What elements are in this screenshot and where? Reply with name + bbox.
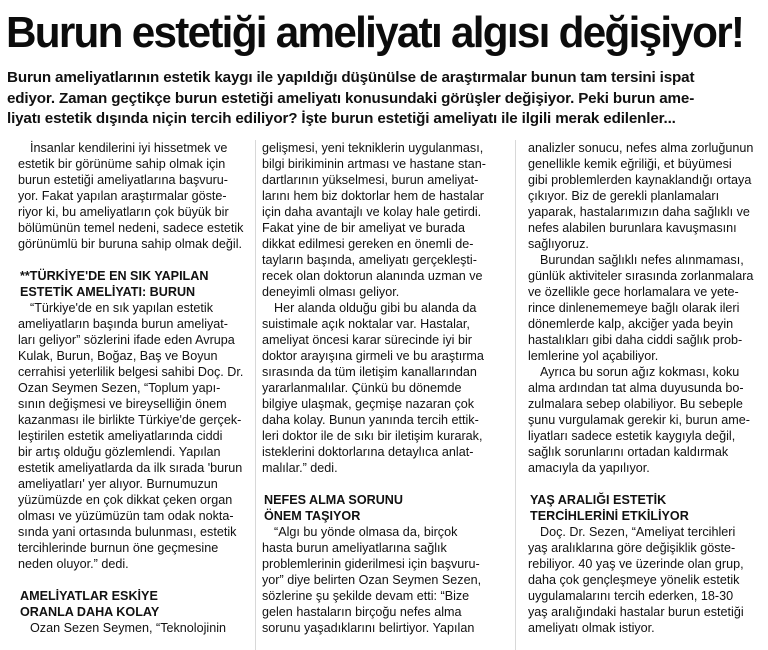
body-text-line: ları geliyor” sözlerini ifade eden Avrupa (18, 333, 235, 347)
headline: Burun estetiği ameliyatı algısı değişiyor! (6, 8, 744, 57)
body-text-line: “Algı bu yönde olmasa da, birçok (274, 525, 458, 539)
body-text-line: neden oluyor.” dedi. (18, 557, 129, 571)
body-text-line: sında yani ortasında bulunması, estetik (18, 525, 237, 539)
article-column-2 (262, 140, 507, 636)
body-text-line: Fakat yine de bir ameliyat ve burada (262, 221, 466, 235)
body-text-line (18, 252, 250, 268)
subheading-line: NEFES ALMA SORUNU (264, 493, 403, 507)
body-text-line: burun estetiği ameliyatlarına başvuru- (18, 173, 229, 187)
body-text-line: İnsanlar kendilerini iyi hissetmek ve (30, 141, 228, 155)
body-text-line: daha kolay. Bunun yanında tercih ettik- (262, 413, 479, 427)
body-text-line: estetik bir görünüme sahip olmak için (18, 157, 226, 171)
body-text-line: Kulak, Burun, Boğaz, Baş ve Boyun (18, 349, 218, 363)
article-column-3 (528, 140, 764, 636)
body-text-line: bir artış olduğu gözlemlendi. Yapılan (18, 445, 221, 459)
subheading-line: ORANLA DAHA KOLAY (20, 605, 160, 619)
body-text-line: sağlıyoruz. (528, 237, 589, 251)
body-text-line: Ozan Sezen Seymen, “Teknolojinin (30, 621, 227, 635)
body-text-line: lemlerine yol açabiliyor. (528, 349, 659, 363)
body-text-line (262, 476, 507, 492)
body-text-line: riyor ki, bu ameliyatların çok büyük bir (18, 205, 229, 219)
body-text-line: gelişmesi, yeni tekniklerin uygulanması, (262, 141, 484, 155)
column-divider (255, 140, 256, 650)
body-text-line: leştirilen estetik ameliyatlarında ciddi (18, 429, 223, 443)
body-text-line: amacıyla da yapılıyor. (528, 461, 650, 475)
body-text-line: ameliyat öncesi karar sürecinde iyi bir (262, 333, 472, 347)
lead-line: Burun ameliyatlarının estetik kaygı ile yapıldığı düşünülse de araştırmalar bunun tam tersini ispat (7, 69, 695, 86)
lead-line: ediyor. Zaman geçtikçe burun estetiği ameliyatı konusundaki görüşler değişiyor. Peki burun ame- (7, 89, 695, 107)
body-text-line: dikkat edilmesi gereken en önemli de- (262, 237, 474, 251)
body-text-line: isteklerini doktorlarına detaylıca anlat- (262, 445, 474, 459)
subheading-line: AMELİYATLAR ESKİYE (20, 589, 158, 603)
body-text-line: uygulamalarını tercih ederken, 18-30 (528, 589, 734, 603)
body-text-line: larını hem biz doktorlar hem de hastalar (262, 189, 484, 203)
lead-line: liyatı estetik dışında niçin tercih ediliyor? İşte burun estetiği ameliyatı ile ilgili merak edilenler... (7, 110, 676, 127)
body-text-line: dartlarının yükselmesi, burun ameliyat- (262, 173, 479, 187)
subheading-line: ESTETİK AMELİYATI: BURUN (20, 285, 196, 299)
body-text-line: yor” diye belirten Ozan Seymen Sezen, (262, 573, 482, 587)
body-text-line: cerrahisi yeterlilik belgesi sahibi Doç. Dr. (18, 365, 244, 379)
body-text-line: bilgiye ulaşmak, geçmişe nazaran çok (262, 397, 475, 411)
body-text-line: ve özellikle gece horlamalara ve yete- (528, 285, 739, 299)
body-text-line: genellikle kemik eğriliği, et büyümesi (528, 157, 732, 171)
body-text-line: rince dinlenememeye bağlı olarak ileri (528, 301, 740, 315)
body-text-line: nefes alabilen burunlara kavuşmasını (528, 221, 737, 235)
body-text-line: ameliyatları' yer alıyor. Burnumuzun (18, 477, 218, 491)
body-text-line: yaş aralığındaki hastalar burun estetiği (528, 605, 744, 619)
subheading-line: YAŞ ARALIĞI ESTETİK (530, 493, 667, 507)
body-text-line: ameliyatların başında burun ameliyat- (18, 317, 229, 331)
body-text-line: hastalıkları gibi daha ciddi sağlık prob- (528, 333, 743, 347)
body-text-line (18, 572, 250, 588)
body-text-line: görünümlü bir buruna sahip olmak değil. (18, 237, 243, 251)
body-text-line: Her alanda olduğu gibi bu alanda da (274, 301, 477, 315)
body-text-line: tayların başında, ameliyatı gerçekleşti- (262, 253, 477, 267)
body-text-line: suistimale açık noktalar var. Hastalar, (262, 317, 470, 331)
body-text-line: “Türkiye'de en sık yapılan estetik (30, 301, 213, 315)
body-text-line: leri doktor ile de sıkı bir iletişim kurarak, (262, 429, 483, 443)
body-text-line: olması ve yüzümüzün tam odak nokta- (18, 509, 234, 523)
body-text-line: Ozan Seymen Sezen, “Toplum yapı- (18, 381, 221, 395)
body-text-line: kazanması ile birlikte Türkiye'de gerçek- (18, 413, 242, 427)
body-text-line: yor. Fakat yapılan araştırmalar göste- (18, 189, 227, 203)
body-text-line: bölümünün temel nedeni, sadece estetik (18, 221, 244, 235)
lead-paragraph (7, 68, 763, 130)
body-text-line (528, 476, 764, 492)
body-text-line: recek olan doktorun alanında uzman ve (262, 269, 483, 283)
body-text-line: zulmalara sebep olabiliyor. Bu sebeple (528, 397, 743, 411)
body-text-line: Ayrıca bu sorun ağız kokması, koku (540, 365, 740, 379)
body-text-line: alma ardından tat alma duyusunda bo- (528, 381, 744, 395)
body-text-line: liyatları sadece estetik kaygıyla değil, (528, 429, 736, 443)
body-text-line: bilgi birikiminin artması ve hastane stan- (262, 157, 486, 171)
subheading-line: ÖNEM TAŞIYOR (264, 509, 361, 523)
body-text-line: çıkıyor. Biz de gerekli planlamaları (528, 189, 720, 203)
body-text-line: günlük aktiviteler sırasında zorlanmalara (528, 269, 754, 283)
body-text-line: estetik ameliyatlarda da ilk sırada 'burun (18, 461, 243, 475)
body-text-line: yaparak, hastalarımızın daha sağlıklı ve (528, 205, 750, 219)
body-text-line: sözlerine şu şekilde devam etti: “Bize (262, 589, 470, 603)
body-text-line: sının değişmesi ve bireyselliğin önem (18, 397, 227, 411)
body-text-line: yararlanmalılar. Çünkü bu dönemde (262, 381, 462, 395)
body-text-line: gelen hastaların birçoğu nefes alma (262, 605, 462, 619)
body-text-line: sağlık sorunlarını ortadan kaldırmak (528, 445, 729, 459)
body-text-line: sorunu yaşadıklarını belirtiyor. Yapılan (262, 621, 475, 635)
body-text-line: doktor arayışına girmeli ve bu araştırma (262, 349, 484, 363)
body-text-line: hasta burun ameliyatlarına sağlık (262, 541, 447, 555)
column-divider (515, 140, 516, 650)
body-text-line: malılar.” dedi. (262, 461, 338, 475)
body-text-line: sırasında da tüm iletişim kanallarından (262, 365, 477, 379)
body-text-line: yüzümüzde en çok dikkat çeken organ (18, 493, 233, 507)
body-text-line: Doç. Dr. Sezen, “Ameliyat tercihleri (540, 525, 736, 539)
body-text-line: analizler sonucu, nefes alma zorluğunun (528, 141, 754, 155)
article-column-1 (18, 140, 250, 636)
body-text-line: ameliyatı olmak istiyor. (528, 621, 655, 635)
body-text-line: şunu vurgulamak gerekir ki, burun ame- (528, 413, 750, 427)
body-text-line: için daha avantajlı ve kolay hale getirdi. (262, 205, 482, 219)
body-text-line: deneyimli olması geliyor. (262, 285, 400, 299)
body-text-line: yaş aralıklarına göre değişiklik göste- (528, 541, 736, 555)
body-text-line: gibi problemlerden kaynaklandığı ortaya (528, 173, 752, 187)
subheading-line: TERCİHLERİNİ ETKİLİYOR (530, 509, 689, 523)
body-text-line: rebiliyor. 40 yaş ve üzerinde olan grup, (528, 557, 744, 571)
body-text-line: tercihlerinde burnun öne geçmesine (18, 541, 219, 555)
body-text-line: dönemlerde kalp, akciğer yada beyin (528, 317, 734, 331)
body-text-line: Burundan sağlıklı nefes alınmaması, (540, 253, 744, 267)
subheading-line: **TÜRKİYE'DE EN SIK YAPILAN (20, 269, 209, 283)
body-text-line: daha çok gençleşmeye yönelik estetik (528, 573, 740, 587)
body-text-line: problemlerinin giderilmesi için başvuru- (262, 557, 480, 571)
